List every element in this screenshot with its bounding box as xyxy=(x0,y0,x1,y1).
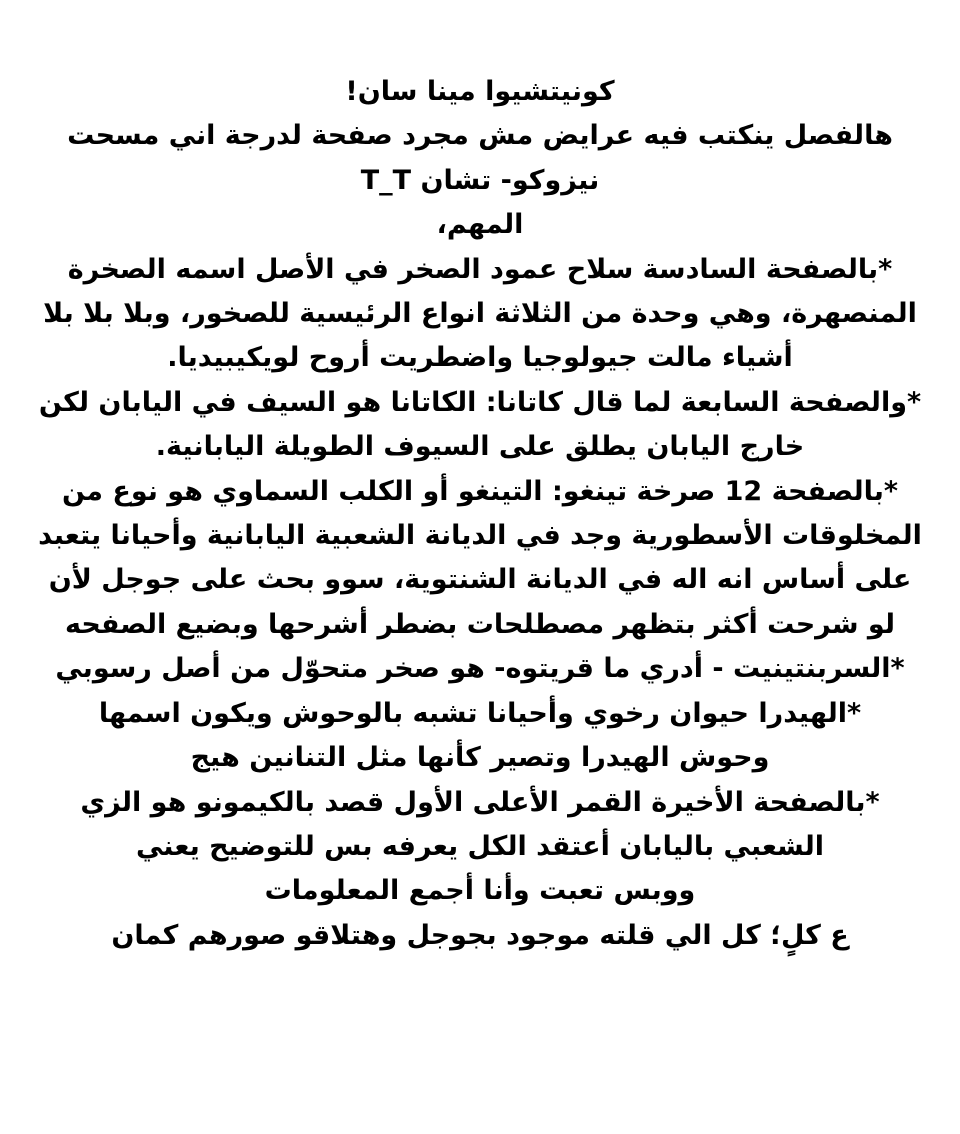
text-line: *السربنتينيت - أدري ما قريتوه- هو صخر متحوّل من أصل رسوبي xyxy=(55,653,905,685)
text-line: نيزوكو- تشان T_T xyxy=(360,164,600,196)
translator-note xyxy=(30,70,930,958)
text-line: أشياء مالت جيولوجيا واضطريت أروح لويكيبيديا. xyxy=(167,342,793,374)
greeting-line: كونيتشيوا مينا سان! xyxy=(345,76,615,107)
text-line: على أساس انه اله في الديانة الشنتوية، سوو بحث على جوجل لأن xyxy=(48,564,912,596)
text-line: *بالصفحة السادسة سلاح عمود الصخر في الأصل اسمه الصخرة xyxy=(67,253,893,285)
text-line: هالفصل ينكتب فيه عرايض مش مجرد صفحة لدرجة اني مسحت xyxy=(67,120,893,152)
text-line: المنصهرة، وهي وحدة من الثلاثة انواع الرئيسية للصخور، وبلا بلا بلا xyxy=(43,298,917,330)
text-line: *الهيدرا حيوان رخوي وأحيانا تشبه بالوحوش ويكون اسمها xyxy=(98,697,862,729)
text-line: *بالصفحة 12 صرخة تينغو: التينغو أو الكلب السماوي هو نوع من xyxy=(61,475,899,507)
text-line: وحوش الهيدرا وتصير كأنها مثل التنانين هيج xyxy=(190,742,770,774)
text-line: خارج اليابان يطلق على السيوف الطويلة اليابانية. xyxy=(155,431,805,463)
text-line: ووبس تعبت وأنا أجمع المعلومات xyxy=(264,875,696,907)
text-line: *والصفحة السابعة لما قال كاتانا: الكاتانا هو السيف في اليابان لكن xyxy=(38,386,922,418)
text-line: المهم، xyxy=(436,209,524,241)
text-line: لو شرحت أكثر بتظهر مصطلحات بضطر أشرحها وبضيع الصفحه xyxy=(65,608,895,640)
closing-line: ع كلٍ؛ كل الي قلته موجود بجوجل وهتلاقو صورهم كمان xyxy=(111,919,849,951)
text-line: المخلوقات الأسطورية وجد في الديانة الشعبية اليابانية وأحيانا يتعبد xyxy=(38,520,922,552)
text-line: الشعبي باليابان أعتقد الكل يعرفه بس للتوضيح يعني xyxy=(135,830,824,862)
text-line: *بالصفحة الأخيرة القمر الأعلى الأول قصد بالكيمونو هو الزي xyxy=(80,786,880,818)
